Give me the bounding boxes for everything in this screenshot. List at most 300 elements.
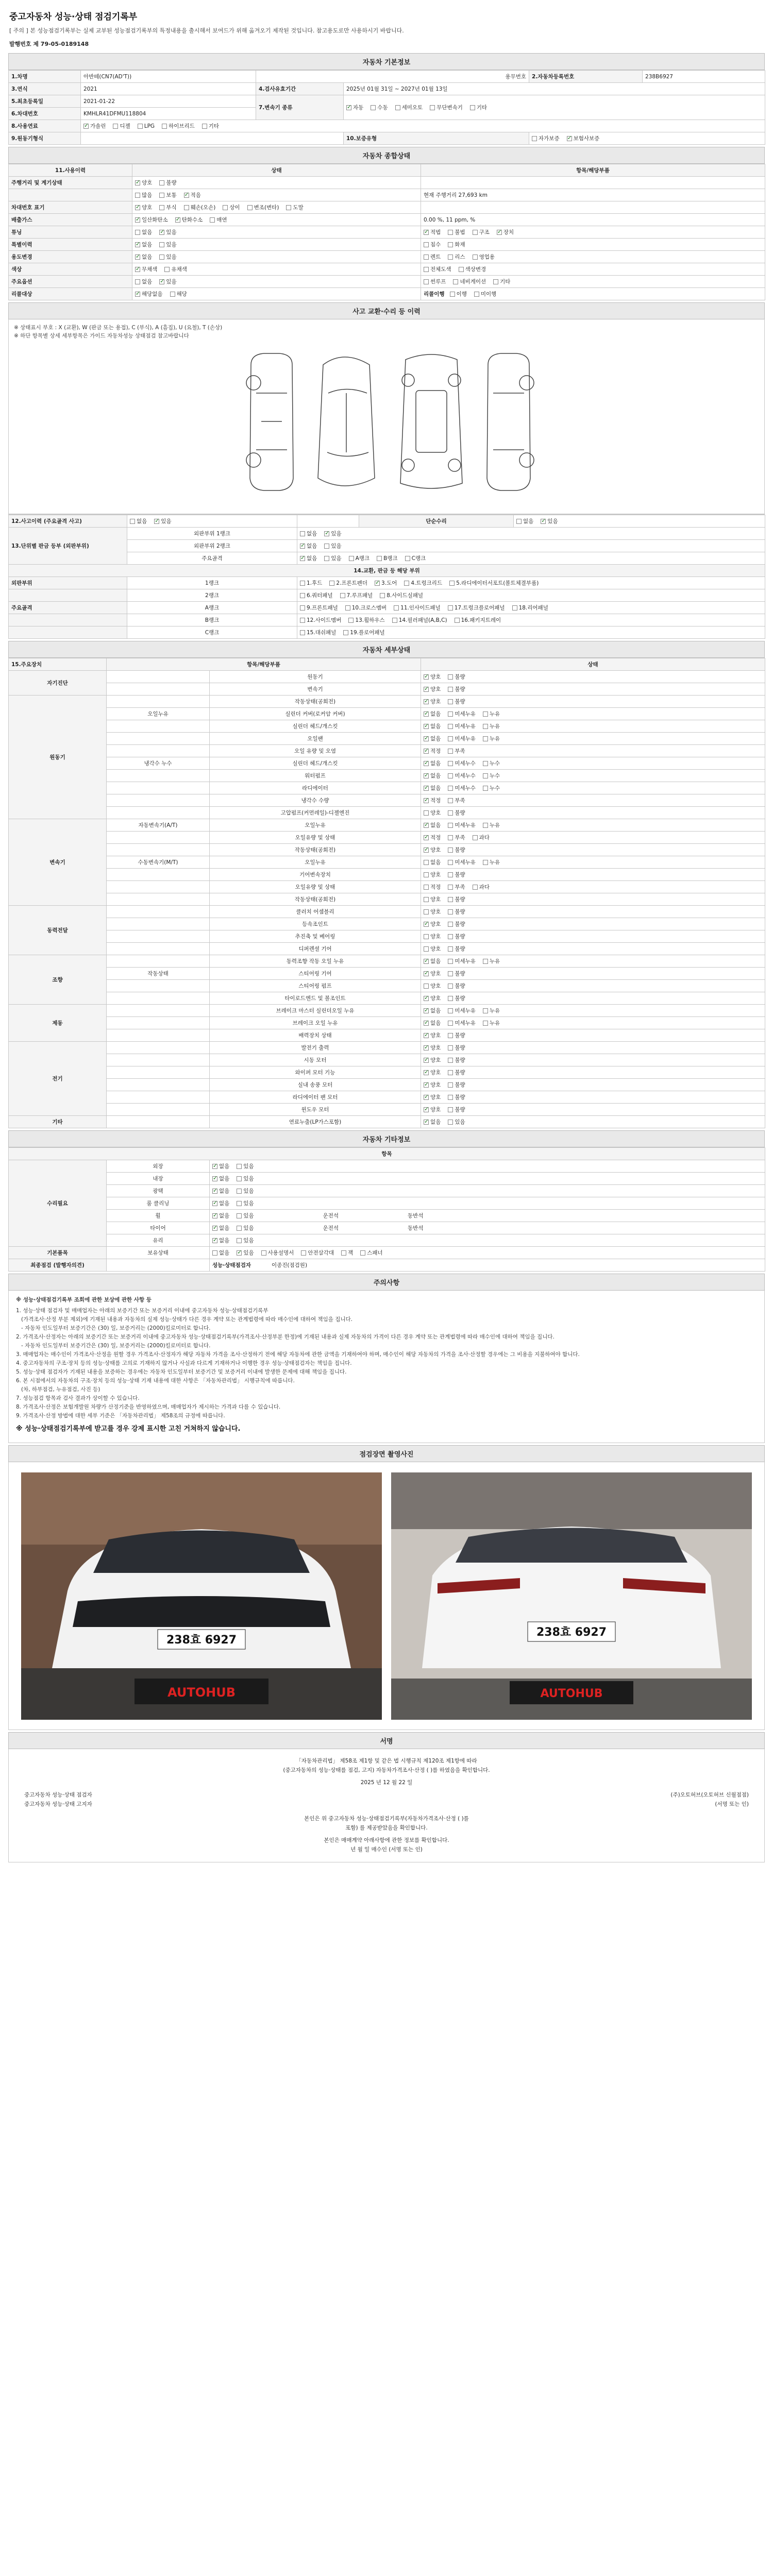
- checkbox[interactable]: [135, 267, 140, 272]
- checkbox[interactable]: [473, 885, 478, 890]
- detail-option[interactable]: [424, 784, 441, 792]
- detail-option[interactable]: [424, 858, 441, 866]
- checkbox[interactable]: [448, 1058, 453, 1063]
- checkbox[interactable]: [159, 193, 164, 198]
- checkbox[interactable]: [300, 556, 305, 561]
- part-option[interactable]: [512, 604, 548, 612]
- other-option[interactable]: [212, 1199, 229, 1207]
- checkbox[interactable]: [424, 885, 429, 890]
- detail-option[interactable]: [424, 920, 441, 928]
- checkbox[interactable]: [83, 124, 89, 129]
- general-detail-option[interactable]: [424, 228, 441, 236]
- detail-option[interactable]: [424, 970, 441, 977]
- warranty-option[interactable]: [532, 134, 560, 142]
- checkbox[interactable]: [424, 996, 429, 1001]
- general-option[interactable]: [159, 191, 176, 199]
- transmission-option[interactable]: [371, 104, 388, 111]
- detail-option[interactable]: [448, 673, 465, 681]
- checkbox[interactable]: [212, 1226, 217, 1231]
- other-option[interactable]: [237, 1236, 254, 1244]
- detail-option[interactable]: [424, 1118, 441, 1126]
- part-option[interactable]: [300, 579, 322, 587]
- detail-option[interactable]: [448, 809, 465, 817]
- detail-option[interactable]: [424, 895, 441, 903]
- checkbox[interactable]: [212, 1213, 217, 1218]
- checkbox[interactable]: [532, 136, 537, 141]
- detail-option[interactable]: [448, 933, 465, 940]
- checkbox[interactable]: [430, 105, 435, 110]
- checkbox[interactable]: [159, 279, 164, 284]
- basic-item-option[interactable]: [360, 1249, 382, 1257]
- checkbox[interactable]: [135, 205, 140, 210]
- detail-option[interactable]: [448, 698, 465, 705]
- checkbox[interactable]: [448, 1021, 453, 1026]
- checkbox[interactable]: [424, 1107, 429, 1112]
- basic-item-option[interactable]: [341, 1249, 353, 1257]
- part-option[interactable]: [340, 591, 373, 599]
- checkbox[interactable]: [483, 711, 488, 717]
- checkbox[interactable]: [459, 267, 464, 272]
- checkbox[interactable]: [448, 242, 453, 247]
- checkbox[interactable]: [261, 1250, 266, 1256]
- checkbox[interactable]: [286, 205, 291, 210]
- checkbox[interactable]: [483, 761, 488, 766]
- part-option[interactable]: [449, 579, 539, 587]
- checkbox[interactable]: [448, 922, 453, 927]
- general-detail-option[interactable]: [450, 290, 467, 298]
- detail-option[interactable]: [448, 970, 465, 977]
- detail-option[interactable]: [424, 1031, 441, 1039]
- general-detail-option[interactable]: [448, 241, 465, 248]
- detail-option[interactable]: [424, 698, 441, 705]
- checkbox[interactable]: [424, 798, 429, 803]
- basic-item-option[interactable]: [212, 1249, 229, 1257]
- checkbox[interactable]: [448, 749, 453, 754]
- part-option[interactable]: [329, 579, 367, 587]
- other-option[interactable]: [212, 1224, 229, 1232]
- checkbox[interactable]: [424, 773, 429, 778]
- checkbox[interactable]: [450, 292, 455, 297]
- detail-option[interactable]: [448, 982, 465, 990]
- checkbox[interactable]: [448, 984, 453, 989]
- detail-option[interactable]: [448, 1081, 465, 1089]
- general-option[interactable]: [159, 278, 176, 285]
- detail-option[interactable]: [448, 735, 476, 742]
- detail-option[interactable]: [448, 759, 476, 767]
- detail-option[interactable]: [448, 908, 465, 916]
- checkbox[interactable]: [159, 230, 164, 235]
- checkbox[interactable]: [212, 1238, 217, 1243]
- checkbox[interactable]: [424, 909, 429, 914]
- checkbox[interactable]: [424, 860, 429, 865]
- general-option[interactable]: [159, 204, 176, 211]
- checkbox[interactable]: [497, 230, 502, 235]
- checkbox[interactable]: [424, 810, 429, 816]
- checkbox[interactable]: [493, 279, 498, 284]
- general-detail-option[interactable]: [424, 253, 441, 261]
- checkbox[interactable]: [455, 618, 460, 623]
- checkbox[interactable]: [135, 230, 140, 235]
- checkbox[interactable]: [448, 934, 453, 939]
- checkbox[interactable]: [424, 959, 429, 964]
- detail-option[interactable]: [448, 710, 476, 718]
- checkbox[interactable]: [202, 124, 207, 129]
- fuel-option[interactable]: [162, 122, 195, 130]
- checkbox[interactable]: [300, 581, 305, 586]
- checkbox[interactable]: [159, 242, 164, 247]
- other-option[interactable]: [237, 1199, 254, 1207]
- checkbox[interactable]: [237, 1238, 242, 1243]
- checkbox[interactable]: [300, 544, 305, 549]
- general-option[interactable]: [135, 204, 152, 211]
- panel-option[interactable]: [300, 530, 317, 537]
- checkbox[interactable]: [512, 605, 517, 611]
- part-option[interactable]: [392, 616, 447, 624]
- checkbox[interactable]: [473, 835, 478, 840]
- checkbox[interactable]: [448, 674, 453, 680]
- general-option[interactable]: [135, 228, 152, 236]
- checkbox[interactable]: [448, 1120, 453, 1125]
- checkbox[interactable]: [483, 1021, 488, 1026]
- detail-option[interactable]: [483, 759, 500, 767]
- general-detail-option[interactable]: [473, 228, 490, 236]
- general-option[interactable]: [135, 241, 152, 248]
- general-detail-option[interactable]: [473, 253, 495, 261]
- general-option[interactable]: [184, 191, 201, 199]
- detail-option[interactable]: [424, 957, 441, 965]
- other-option[interactable]: [212, 1212, 229, 1219]
- part-option[interactable]: [300, 629, 336, 636]
- part-option[interactable]: [448, 604, 505, 612]
- checkbox[interactable]: [210, 217, 215, 223]
- checkbox[interactable]: [567, 136, 572, 141]
- checkbox[interactable]: [349, 556, 354, 561]
- checkbox[interactable]: [343, 630, 348, 635]
- checkbox[interactable]: [237, 1164, 242, 1169]
- other-option[interactable]: [212, 1187, 229, 1195]
- checkbox[interactable]: [371, 105, 376, 110]
- checkbox[interactable]: [340, 593, 345, 598]
- panel-option[interactable]: [300, 554, 317, 562]
- part-option[interactable]: [375, 579, 397, 587]
- general-option[interactable]: [135, 179, 152, 187]
- general-detail-option[interactable]: [459, 265, 486, 273]
- checkbox[interactable]: [345, 605, 350, 611]
- detail-option[interactable]: [424, 809, 441, 817]
- detail-option[interactable]: [483, 821, 500, 829]
- general-option[interactable]: [159, 253, 176, 261]
- general-detail-option[interactable]: [424, 265, 451, 273]
- checkbox[interactable]: [237, 1189, 242, 1194]
- checkbox[interactable]: [448, 1008, 453, 1013]
- detail-option[interactable]: [448, 834, 465, 841]
- checkbox[interactable]: [448, 872, 453, 877]
- detail-option[interactable]: [448, 895, 465, 903]
- checkbox[interactable]: [404, 581, 409, 586]
- basic-item-option[interactable]: [261, 1249, 294, 1257]
- checkbox[interactable]: [424, 835, 429, 840]
- checkbox[interactable]: [448, 1082, 453, 1088]
- part-option[interactable]: [455, 616, 501, 624]
- checkbox[interactable]: [247, 205, 253, 210]
- other-option[interactable]: [237, 1224, 254, 1232]
- checkbox[interactable]: [348, 618, 354, 623]
- checkbox[interactable]: [135, 255, 140, 260]
- detail-option[interactable]: [424, 685, 441, 693]
- detail-option[interactable]: [448, 1031, 465, 1039]
- checkbox[interactable]: [394, 605, 399, 611]
- detail-option[interactable]: [448, 821, 476, 829]
- checkbox[interactable]: [395, 105, 400, 110]
- detail-option[interactable]: [483, 1007, 500, 1014]
- checkbox[interactable]: [448, 699, 453, 704]
- detail-option[interactable]: [473, 883, 490, 891]
- checkbox[interactable]: [424, 872, 429, 877]
- detail-option[interactable]: [424, 933, 441, 940]
- panel-rank-option[interactable]: [349, 554, 369, 562]
- detail-option[interactable]: [424, 1044, 441, 1052]
- checkbox[interactable]: [448, 1045, 453, 1050]
- general-option[interactable]: [247, 204, 279, 211]
- checkbox[interactable]: [449, 581, 455, 586]
- detail-option[interactable]: [424, 1019, 441, 1027]
- general-option[interactable]: [135, 191, 152, 199]
- detail-option[interactable]: [424, 796, 441, 804]
- other-option[interactable]: [237, 1212, 254, 1219]
- detail-option[interactable]: [483, 710, 500, 718]
- detail-option[interactable]: [424, 722, 441, 730]
- checkbox[interactable]: [424, 1033, 429, 1038]
- checkbox[interactable]: [424, 934, 429, 939]
- detail-option[interactable]: [483, 772, 500, 779]
- detail-option[interactable]: [424, 759, 441, 767]
- checkbox[interactable]: [424, 761, 429, 766]
- checkbox[interactable]: [448, 897, 453, 902]
- checkbox[interactable]: [448, 1095, 453, 1100]
- checkbox[interactable]: [424, 711, 429, 717]
- checkbox[interactable]: [424, 674, 429, 680]
- other-option[interactable]: [212, 1162, 229, 1170]
- fuel-option[interactable]: [202, 122, 219, 130]
- checkbox[interactable]: [237, 1226, 242, 1231]
- checkbox[interactable]: [448, 1033, 453, 1038]
- checkbox[interactable]: [300, 618, 305, 623]
- checkbox[interactable]: [448, 687, 453, 692]
- checkbox[interactable]: [474, 292, 479, 297]
- fuel-option[interactable]: [138, 123, 155, 129]
- checkbox[interactable]: [448, 959, 453, 964]
- checkbox[interactable]: [377, 556, 382, 561]
- detail-option[interactable]: [424, 883, 441, 891]
- detail-option[interactable]: [483, 957, 500, 965]
- checkbox[interactable]: [405, 556, 410, 561]
- general-detail-option[interactable]: [424, 241, 441, 248]
- checkbox[interactable]: [170, 292, 175, 297]
- checkbox[interactable]: [138, 124, 143, 129]
- checkbox[interactable]: [424, 749, 429, 754]
- detail-option[interactable]: [448, 858, 476, 866]
- transmission-option[interactable]: [470, 104, 487, 111]
- checkbox[interactable]: [329, 581, 334, 586]
- checkbox[interactable]: [483, 786, 488, 791]
- checkbox[interactable]: [448, 835, 453, 840]
- detail-option[interactable]: [424, 821, 441, 829]
- general-option[interactable]: [175, 216, 203, 224]
- checkbox[interactable]: [159, 205, 164, 210]
- detail-option[interactable]: [424, 846, 441, 854]
- checkbox[interactable]: [237, 1213, 242, 1218]
- checkbox[interactable]: [130, 519, 135, 524]
- detail-option[interactable]: [448, 784, 476, 792]
- panel-option[interactable]: [300, 542, 317, 550]
- checkbox[interactable]: [212, 1250, 217, 1256]
- checkbox[interactable]: [324, 531, 329, 536]
- checkbox[interactable]: [424, 687, 429, 692]
- checkbox[interactable]: [448, 605, 453, 611]
- checkbox[interactable]: [424, 1008, 429, 1013]
- checkbox[interactable]: [424, 984, 429, 989]
- checkbox[interactable]: [424, 1045, 429, 1050]
- detail-option[interactable]: [448, 747, 465, 755]
- general-option[interactable]: [135, 278, 152, 285]
- accident-option[interactable]: [130, 517, 147, 525]
- checkbox[interactable]: [424, 267, 429, 272]
- detail-option[interactable]: [448, 945, 465, 953]
- other-option[interactable]: [212, 1236, 229, 1244]
- checkbox[interactable]: [424, 1120, 429, 1125]
- checkbox[interactable]: [424, 848, 429, 853]
- checkbox[interactable]: [223, 205, 228, 210]
- general-detail-option[interactable]: [448, 253, 465, 261]
- detail-option[interactable]: [448, 994, 465, 1002]
- detail-option[interactable]: [473, 834, 490, 841]
- general-option[interactable]: [286, 204, 303, 211]
- checkbox[interactable]: [483, 736, 488, 741]
- checkbox[interactable]: [483, 959, 488, 964]
- detail-option[interactable]: [424, 945, 441, 953]
- checkbox[interactable]: [162, 124, 167, 129]
- checkbox[interactable]: [113, 124, 118, 129]
- checkbox[interactable]: [516, 519, 522, 524]
- panel-rank-option[interactable]: [405, 554, 426, 562]
- checkbox[interactable]: [448, 996, 453, 1001]
- detail-option[interactable]: [448, 1069, 465, 1076]
- detail-option[interactable]: [424, 1069, 441, 1076]
- checkbox[interactable]: [324, 556, 329, 561]
- checkbox[interactable]: [300, 593, 305, 598]
- detail-option[interactable]: [424, 747, 441, 755]
- simple-repair-option[interactable]: [516, 517, 533, 525]
- part-option[interactable]: [300, 616, 341, 624]
- panel-rank-option[interactable]: [377, 554, 398, 562]
- checkbox[interactable]: [164, 267, 170, 272]
- general-detail-option[interactable]: [497, 228, 514, 236]
- checkbox[interactable]: [346, 105, 351, 110]
- checkbox[interactable]: [135, 292, 140, 297]
- checkbox[interactable]: [424, 1082, 429, 1088]
- fuel-option[interactable]: [113, 122, 130, 130]
- checkbox[interactable]: [212, 1176, 217, 1181]
- general-option[interactable]: [135, 253, 152, 261]
- checkbox[interactable]: [448, 798, 453, 803]
- checkbox[interactable]: [448, 823, 453, 828]
- panel-option[interactable]: [324, 542, 341, 550]
- general-option[interactable]: [135, 216, 168, 224]
- detail-option[interactable]: [424, 710, 441, 718]
- checkbox[interactable]: [237, 1176, 242, 1181]
- detail-option[interactable]: [424, 1007, 441, 1014]
- checkbox[interactable]: [483, 724, 488, 729]
- detail-option[interactable]: [448, 957, 476, 965]
- checkbox[interactable]: [135, 193, 140, 198]
- checkbox[interactable]: [448, 810, 453, 816]
- checkbox[interactable]: [448, 971, 453, 976]
- warranty-option[interactable]: [567, 134, 600, 142]
- checkbox[interactable]: [448, 736, 453, 741]
- detail-option[interactable]: [424, 1106, 441, 1113]
- general-option[interactable]: [164, 265, 187, 273]
- part-option[interactable]: [394, 604, 441, 612]
- checkbox[interactable]: [360, 1250, 365, 1256]
- checkbox[interactable]: [448, 909, 453, 914]
- checkbox[interactable]: [424, 946, 429, 952]
- detail-option[interactable]: [448, 772, 476, 779]
- general-option[interactable]: [184, 204, 216, 211]
- checkbox[interactable]: [375, 581, 380, 586]
- fuel-option[interactable]: [83, 122, 106, 130]
- detail-option[interactable]: [424, 834, 441, 841]
- checkbox[interactable]: [159, 180, 164, 185]
- checkbox[interactable]: [424, 724, 429, 729]
- general-option[interactable]: [159, 179, 176, 187]
- transmission-option[interactable]: [430, 104, 463, 111]
- detail-option[interactable]: [424, 673, 441, 681]
- checkbox[interactable]: [473, 255, 478, 260]
- checkbox[interactable]: [324, 544, 329, 549]
- detail-option[interactable]: [448, 1093, 465, 1101]
- detail-option[interactable]: [448, 920, 465, 928]
- checkbox[interactable]: [424, 255, 429, 260]
- checkbox[interactable]: [424, 230, 429, 235]
- general-option[interactable]: [135, 290, 163, 298]
- checkbox[interactable]: [301, 1250, 306, 1256]
- general-detail-option[interactable]: [474, 290, 496, 298]
- checkbox[interactable]: [448, 848, 453, 853]
- checkbox[interactable]: [483, 1008, 488, 1013]
- checkbox[interactable]: [424, 736, 429, 741]
- detail-option[interactable]: [424, 994, 441, 1002]
- detail-option[interactable]: [448, 796, 465, 804]
- general-detail-option[interactable]: [453, 278, 486, 285]
- panel-option[interactable]: [324, 530, 341, 537]
- part-option[interactable]: [343, 629, 384, 636]
- checkbox[interactable]: [424, 786, 429, 791]
- part-option[interactable]: [380, 591, 423, 599]
- detail-option[interactable]: [448, 1007, 476, 1014]
- checkbox[interactable]: [483, 773, 488, 778]
- checkbox[interactable]: [135, 180, 140, 185]
- detail-option[interactable]: [483, 735, 500, 742]
- detail-option[interactable]: [424, 982, 441, 990]
- checkbox[interactable]: [448, 230, 453, 235]
- checkbox[interactable]: [237, 1201, 242, 1206]
- checkbox[interactable]: [184, 193, 189, 198]
- other-option[interactable]: [212, 1175, 229, 1182]
- detail-option[interactable]: [448, 1118, 465, 1126]
- checkbox[interactable]: [300, 630, 305, 635]
- checkbox[interactable]: [448, 761, 453, 766]
- checkbox[interactable]: [541, 519, 546, 524]
